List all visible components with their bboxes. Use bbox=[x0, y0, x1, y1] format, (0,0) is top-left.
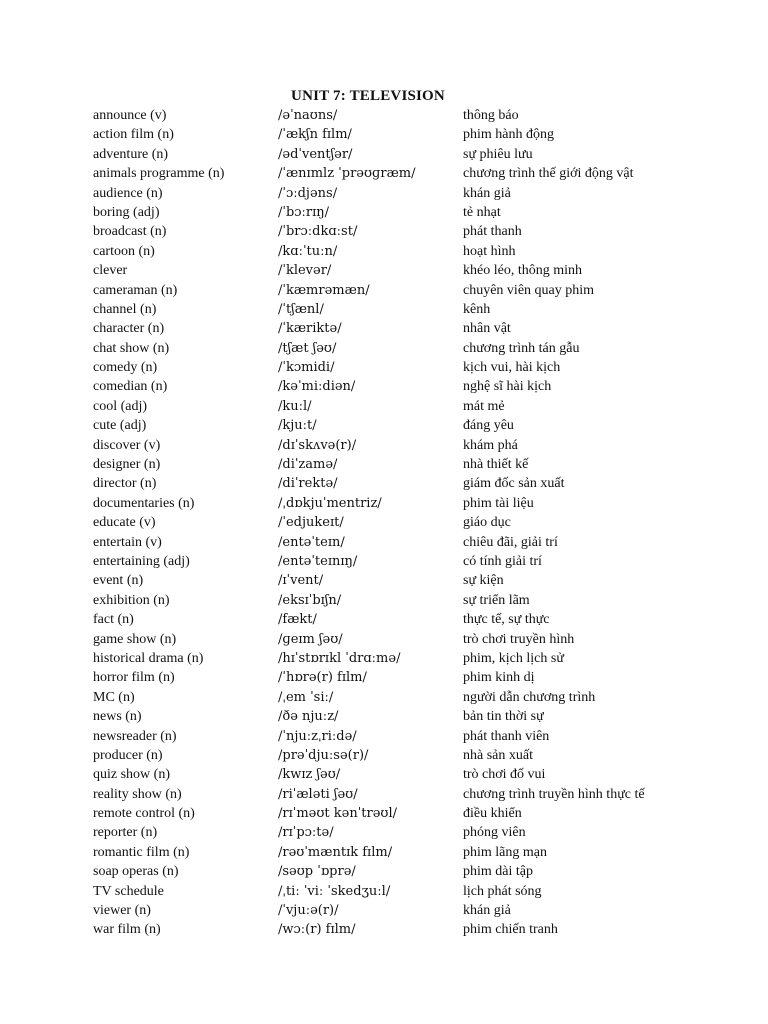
vocab-row bbox=[0, 785, 768, 804]
vocab-meaning: người dẫn chương trình bbox=[463, 689, 596, 705]
vocab-pronunciation: /rəʊˈmæntɪk fɪlm/ bbox=[278, 844, 393, 860]
vocab-meaning: nhà thiết kế bbox=[463, 457, 529, 473]
vocab-word: educate (v) bbox=[93, 515, 156, 531]
vocab-row bbox=[0, 358, 768, 377]
vocab-pronunciation: /diˈzamə/ bbox=[278, 457, 338, 473]
vocab-pronunciation: /ˈɔːdjəns/ bbox=[278, 185, 338, 201]
vocab-meaning: trò chơi đố vui bbox=[463, 767, 546, 783]
vocab-pronunciation: /ˈkɔmidi/ bbox=[278, 360, 335, 376]
vocab-row bbox=[0, 746, 768, 765]
vocab-word: cartoon (n) bbox=[93, 243, 155, 259]
vocab-word: audience (n) bbox=[93, 185, 163, 201]
vocab-meaning: thông báo bbox=[463, 108, 519, 123]
vocab-pronunciation: /ˌtiː ˈviː ˈskedʒuːl/ bbox=[278, 883, 391, 899]
vocab-row bbox=[0, 416, 768, 435]
vocab-meaning: chương trình tán gẫu bbox=[463, 340, 580, 356]
vocab-row bbox=[0, 668, 768, 687]
vocab-row bbox=[0, 552, 768, 571]
vocab-meaning: phim hành động bbox=[463, 127, 554, 143]
vocab-meaning: chiêu đãi, giải trí bbox=[463, 534, 558, 550]
vocab-meaning: khán giả bbox=[463, 185, 511, 201]
vocab-row bbox=[0, 494, 768, 513]
vocab-word: director (n) bbox=[93, 476, 157, 492]
vocab-word: entertaining (adj) bbox=[93, 553, 190, 569]
vocab-word: announce (v) bbox=[93, 108, 167, 123]
vocab-meaning: đáng yêu bbox=[463, 418, 514, 434]
vocab-row bbox=[0, 281, 768, 300]
vocab-row bbox=[0, 630, 768, 649]
vocab-pronunciation: /ɡeɪm ʃəʊ/ bbox=[278, 631, 343, 647]
vocab-word: newsreader (n) bbox=[93, 728, 177, 744]
vocab-word: adventure (n) bbox=[93, 146, 169, 162]
vocab-meaning: thực tế, sự thực bbox=[463, 612, 550, 628]
vocab-meaning: giám đốc sản xuất bbox=[463, 476, 565, 492]
vocab-pronunciation: /kuːl/ bbox=[278, 398, 312, 414]
vocab-meaning: khám phá bbox=[463, 437, 518, 453]
vocab-meaning: khéo léo, thông minh bbox=[463, 263, 582, 279]
vocab-pronunciation: /ˈedjukeɪt/ bbox=[278, 515, 344, 531]
vocab-row bbox=[0, 436, 768, 455]
vocab-row bbox=[0, 707, 768, 726]
vocab-word: clever bbox=[93, 263, 128, 279]
vocab-meaning: sự kiện bbox=[463, 573, 504, 589]
vocab-pronunciation: /ɪˈvent/ bbox=[278, 573, 324, 589]
vocab-word: romantic film (n) bbox=[93, 844, 190, 860]
vocab-pronunciation: /ˈvjuːə(r)/ bbox=[278, 903, 339, 919]
vocab-word: cameraman (n) bbox=[93, 282, 178, 298]
vocab-word: reality show (n) bbox=[93, 786, 182, 802]
vocab-word: discover (v) bbox=[93, 437, 161, 453]
vocab-row bbox=[0, 571, 768, 590]
vocab-word: soap operas (n) bbox=[93, 864, 179, 880]
vocab-word: TV schedule bbox=[93, 883, 164, 899]
vocab-meaning: lịch phát sóng bbox=[463, 883, 542, 899]
vocab-row bbox=[0, 106, 768, 125]
vocab-pronunciation: /ədˈventʃər/ bbox=[278, 146, 353, 162]
vocab-row bbox=[0, 901, 768, 920]
vocab-pronunciation: /riˈæləti ʃəʊ/ bbox=[278, 786, 358, 802]
vocab-pronunciation: /ˈbrɔːdkɑːst/ bbox=[278, 224, 358, 240]
vocab-row bbox=[0, 591, 768, 610]
vocab-meaning: phát thanh bbox=[463, 224, 522, 240]
vocab-pronunciation: /ˈækʃn fɪlm/ bbox=[278, 127, 352, 143]
vocab-word: producer (n) bbox=[93, 747, 163, 763]
vocab-pronunciation: /ˈtʃænl/ bbox=[278, 301, 324, 317]
vocab-row bbox=[0, 882, 768, 901]
vocab-word: reporter (n) bbox=[93, 825, 158, 841]
vocab-row bbox=[0, 203, 768, 222]
vocab-meaning: sự phiêu lưu bbox=[463, 146, 533, 162]
vocab-word: remote control (n) bbox=[93, 806, 195, 822]
vocab-row bbox=[0, 125, 768, 144]
vocab-row bbox=[0, 455, 768, 474]
vocab-pronunciation: /kwɪz ʃəʊ/ bbox=[278, 767, 341, 783]
vocab-word: historical drama (n) bbox=[93, 650, 204, 666]
vocab-meaning: có tính giải trí bbox=[463, 553, 542, 569]
vocab-meaning: phim tài liệu bbox=[463, 495, 534, 511]
vocab-pronunciation: /kəˈmiːdiən/ bbox=[278, 379, 356, 395]
vocab-word: cute (adj) bbox=[93, 418, 147, 434]
vocab-pronunciation: /ˌdɒkjuˈmentriz/ bbox=[278, 495, 382, 511]
vocab-pronunciation: /ˌem ˈsiː/ bbox=[278, 689, 334, 705]
vocab-pronunciation: /tʃæt ʃəʊ/ bbox=[278, 340, 337, 356]
vocab-word: horror film (n) bbox=[93, 670, 175, 686]
vocab-word: broadcast (n) bbox=[93, 224, 167, 240]
vocab-pronunciation: /rɪˈməʊt kənˈtrəʊl/ bbox=[278, 806, 398, 822]
vocab-row bbox=[0, 920, 768, 939]
vocab-word: boring (adj) bbox=[93, 204, 160, 220]
vocab-meaning: nhân vật bbox=[463, 321, 511, 337]
vocabulary-list bbox=[0, 106, 768, 940]
vocab-row bbox=[0, 610, 768, 629]
vocab-row bbox=[0, 474, 768, 493]
vocab-meaning: chương trình thế giới động vật bbox=[463, 166, 634, 182]
vocab-row bbox=[0, 300, 768, 319]
vocab-meaning: điều khiển bbox=[463, 806, 522, 822]
vocab-meaning: chương trình truyền hình thực tế bbox=[463, 786, 645, 802]
vocab-pronunciation: /ˈklevər/ bbox=[278, 263, 332, 279]
vocab-pronunciation: /ˈkæmrəmæn/ bbox=[278, 282, 370, 298]
vocab-row bbox=[0, 862, 768, 881]
vocab-pronunciation: /əˈnaʊns/ bbox=[278, 108, 338, 123]
vocab-row bbox=[0, 339, 768, 358]
vocab-meaning: phim chiến tranh bbox=[463, 922, 558, 938]
page-title: UNIT 7: TELEVISION bbox=[291, 88, 445, 104]
vocab-row bbox=[0, 649, 768, 668]
vocab-row bbox=[0, 513, 768, 532]
vocab-word: character (n) bbox=[93, 321, 165, 337]
vocab-pronunciation: /ðə njuːz/ bbox=[278, 709, 339, 725]
vocab-meaning: phim kinh dị bbox=[463, 670, 535, 686]
vocab-pronunciation: /entəˈteɪn/ bbox=[278, 534, 345, 550]
vocab-meaning: trò chơi truyền hình bbox=[463, 631, 575, 647]
vocab-pronunciation: /entəˈteɪnɪŋ/ bbox=[278, 553, 358, 569]
vocab-row bbox=[0, 261, 768, 280]
vocab-row bbox=[0, 804, 768, 823]
vocab-row bbox=[0, 164, 768, 183]
vocab-pronunciation: /ˈnjuːzˌriːdə/ bbox=[278, 728, 357, 744]
vocab-meaning: sự triển lãm bbox=[463, 592, 530, 608]
vocab-meaning: chuyên viên quay phim bbox=[463, 282, 595, 298]
vocab-word: action film (n) bbox=[93, 127, 174, 143]
vocab-row bbox=[0, 727, 768, 746]
vocab-pronunciation: /eksɪˈbɪʃn/ bbox=[278, 592, 342, 608]
vocab-pronunciation: /ˈænɪmlz ˈprəʊɡræm/ bbox=[278, 166, 416, 182]
vocab-word: chat show (n) bbox=[93, 340, 170, 356]
vocab-word: game show (n) bbox=[93, 631, 177, 647]
vocab-word: channel (n) bbox=[93, 301, 157, 317]
vocab-word: MC (n) bbox=[93, 689, 135, 705]
vocab-word: fact (n) bbox=[93, 612, 134, 628]
vocab-pronunciation: /ˈhɒrə(r) fɪlm/ bbox=[278, 670, 367, 686]
vocab-word: war film (n) bbox=[93, 922, 161, 938]
vocab-pronunciation: /wɔː(r) fɪlm/ bbox=[278, 922, 356, 938]
vocab-meaning: phim, kịch lịch sử bbox=[463, 650, 564, 666]
vocab-row bbox=[0, 184, 768, 203]
vocab-row bbox=[0, 242, 768, 261]
vocab-row bbox=[0, 377, 768, 396]
vocab-meaning: phóng viên bbox=[463, 825, 526, 841]
vocab-meaning: giáo dục bbox=[463, 515, 511, 531]
vocab-row bbox=[0, 222, 768, 241]
vocab-pronunciation: /ˈkæriktə/ bbox=[278, 321, 342, 337]
vocab-meaning: kịch vui, hài kịch bbox=[463, 360, 561, 376]
vocab-row bbox=[0, 319, 768, 338]
vocab-meaning: nhà sản xuất bbox=[463, 747, 533, 763]
vocab-word: comedy (n) bbox=[93, 360, 158, 376]
vocab-pronunciation: /kjuːt/ bbox=[278, 418, 317, 434]
vocab-pronunciation: /prəˈdjuːsə(r)/ bbox=[278, 747, 369, 763]
vocab-row bbox=[0, 145, 768, 164]
vocab-word: documentaries (n) bbox=[93, 495, 195, 511]
vocab-word: quiz show (n) bbox=[93, 767, 170, 783]
vocab-meaning: phát thanh viên bbox=[463, 728, 550, 744]
vocab-pronunciation: /hɪˈstɒrɪkl ˈdrɑːmə/ bbox=[278, 650, 401, 666]
vocab-word: designer (n) bbox=[93, 457, 161, 473]
vocab-word: exhibition (n) bbox=[93, 592, 170, 608]
vocab-pronunciation: /rɪˈpɔːtə/ bbox=[278, 825, 334, 841]
vocab-word: comedian (n) bbox=[93, 379, 168, 395]
vocab-meaning: tẻ nhạt bbox=[463, 204, 501, 220]
vocab-meaning: hoạt hình bbox=[463, 243, 516, 259]
vocab-word: event (n) bbox=[93, 573, 144, 589]
vocab-row bbox=[0, 843, 768, 862]
vocab-meaning: phim dài tập bbox=[463, 864, 533, 880]
vocab-word: entertain (v) bbox=[93, 534, 162, 550]
vocab-meaning: phim lãng mạn bbox=[463, 844, 547, 860]
vocab-row bbox=[0, 823, 768, 842]
vocab-row bbox=[0, 397, 768, 416]
vocab-row bbox=[0, 533, 768, 552]
vocab-row bbox=[0, 765, 768, 784]
vocab-pronunciation: /ˈbɔːrɪŋ/ bbox=[278, 204, 330, 220]
vocab-word: cool (adj) bbox=[93, 398, 148, 414]
vocab-pronunciation: /fækt/ bbox=[278, 612, 317, 628]
vocab-row bbox=[0, 688, 768, 707]
vocab-word: viewer (n) bbox=[93, 903, 151, 919]
vocab-word: animals programme (n) bbox=[93, 166, 225, 182]
vocab-meaning: khán giả bbox=[463, 903, 511, 919]
vocab-pronunciation: /dɪˈskʌvə(r)/ bbox=[278, 437, 357, 453]
vocab-word: news (n) bbox=[93, 709, 142, 725]
vocab-pronunciation: /diˈrektə/ bbox=[278, 476, 338, 492]
vocab-pronunciation: /kɑːˈtuːn/ bbox=[278, 243, 338, 259]
vocab-meaning: kênh bbox=[463, 301, 491, 317]
vocab-meaning: nghệ sĩ hài kịch bbox=[463, 379, 552, 395]
vocab-meaning: bản tin thời sự bbox=[463, 709, 544, 725]
vocab-pronunciation: /səʊp ˈɒprə/ bbox=[278, 864, 356, 880]
vocab-meaning: mát mẻ bbox=[463, 398, 505, 414]
